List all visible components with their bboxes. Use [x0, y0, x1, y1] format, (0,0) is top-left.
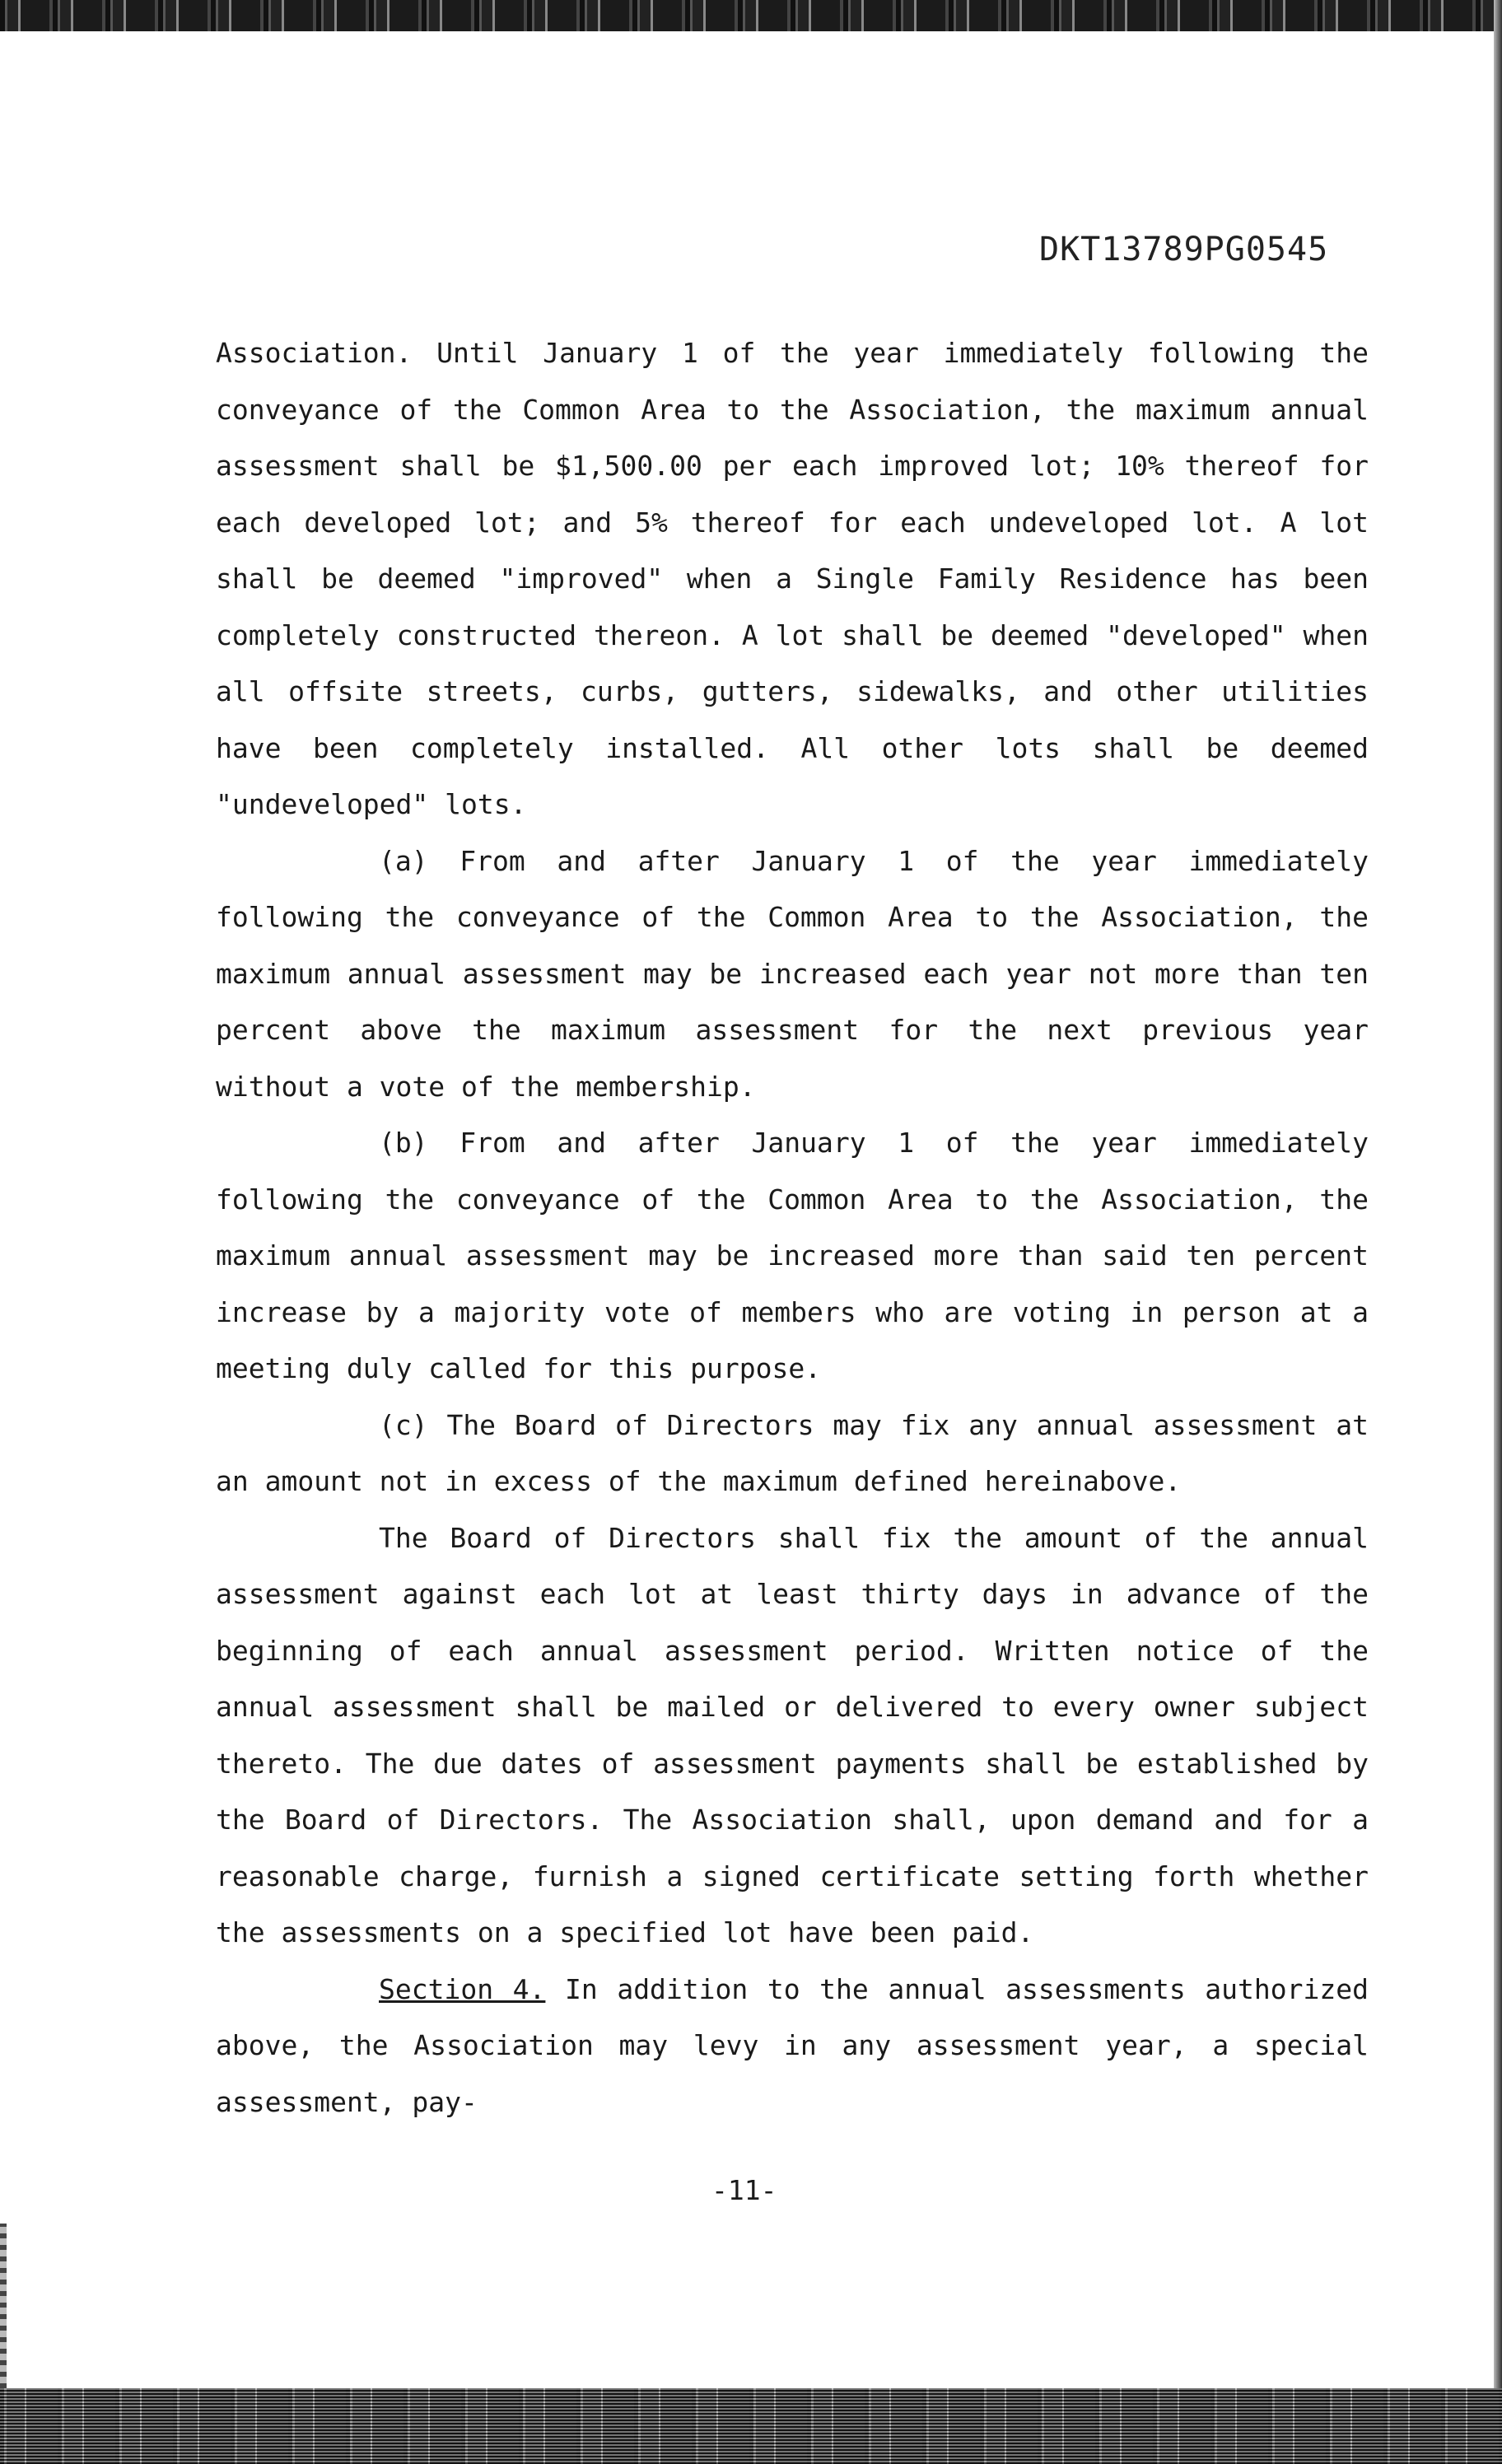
paragraph-board-fix-assessment: The Board of Directors shall fix the amount of the annual assessment against each lot at least thirty days in advance of the beginning of each annual assessment period. Written notice of the annual assessment shall be mailed or delivered to every owner subject thereto. The due dates of assessment payments shall be established by the Board of Directors. The Association shall, upon demand and for a reasonable charge, furnish a signed certificate setting forth whether the assessments on a specified lot have been paid. [216, 1521, 1369, 1948]
paragraph-b: (b) From and after January 1 of the year immediately following the conveyance of the Common Area to the Association, the maximum annual assessment may be increased more than said ten percent increase by a majority vote of members who are voting in person at a meeting duly called for this purpose. [216, 1127, 1369, 1384]
scan-artifact-right-edge [1494, 0, 1502, 2464]
section-4-label: Section 4. [379, 1972, 546, 2005]
document-reference-number: DKT13789PG0545 [1039, 231, 1329, 268]
paragraph-section-4 [216, 1962, 1369, 2131]
scan-artifact-top [0, 0, 1502, 31]
scan-artifact-bottom [0, 2388, 1502, 2464]
paragraph-c: (c) The Board of Directors may fix any annual assessment at an amount not in excess of the maximum defined hereinabove. [216, 1408, 1369, 1497]
scan-artifact-left-edge [0, 2224, 7, 2388]
document-body [216, 325, 1369, 2130]
page-number: -11- [711, 2174, 777, 2206]
paragraph-association-assessment: Association. Until January 1 of the year immediately following the conveyance of the Common Area to the Association, the maximum annual assessment shall be $1,500.00 per each improved lot; 10% thereof for each developed lot; and 5% thereof for each undeveloped lot. A lot shall be deemed "improved" when a Single Family Residence has been completely constructed thereon. A lot shall be deemed "developed" when all offsite streets, curbs, gutters, sidewalks, and other utilities have been completely installed. All other lots shall be deemed "undeveloped" lots. [216, 337, 1369, 820]
section-4-text: In addition to the annual assessments authorized above, the Association may levy in any assessment year, a special assessment, pay- [216, 1972, 1369, 2118]
paragraph-a: (a) From and after January 1 of the year immediately following the conveyance of the Common Area to the Association, the maximum annual assessment may be increased each year not more than ten percent above the maximum assessment for the next previous year without a vote of the membership. [216, 844, 1369, 1103]
